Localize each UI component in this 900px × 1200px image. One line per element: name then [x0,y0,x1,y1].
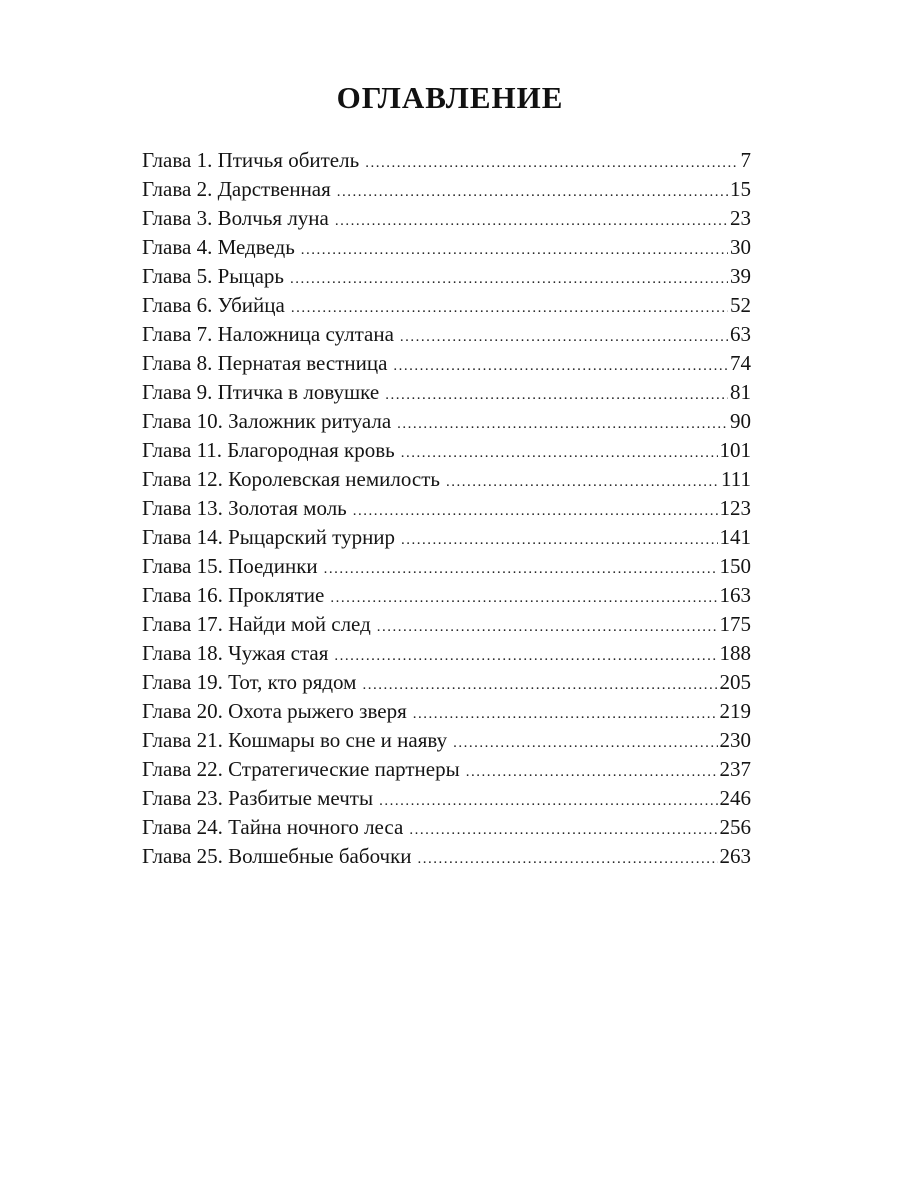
toc-entry [142,581,751,610]
chapter-title: Глава 3. Волчья луна [142,206,329,230]
dot-leader [379,787,717,816]
page-number: 7 [740,148,751,172]
toc-entry [142,465,751,494]
page-number: 230 [719,728,751,752]
chapter-title: Глава 12. Королевская немилость [142,467,440,491]
toc-entry [142,784,751,813]
page-number: 90 [730,409,751,433]
dot-leader [453,729,717,758]
toc-entry [142,523,751,552]
chapter-title: Глава 25. Волшебные бабочки [142,844,412,868]
page-number: 101 [719,438,751,462]
dot-leader [324,555,718,584]
chapter-title: Глава 7. Наложница султана [142,322,394,346]
page-number: 205 [719,670,751,694]
page-number: 188 [719,641,751,665]
page-number: 256 [719,815,751,839]
page-number: 30 [730,235,751,259]
dot-leader [413,700,718,729]
dot-leader [385,381,728,410]
table-of-contents [142,146,751,871]
dot-leader [397,410,728,439]
chapter-title: Глава 8. Пернатая вестница [142,351,388,375]
dot-leader [335,207,728,236]
dot-leader [290,265,728,294]
page-number: 150 [719,554,751,578]
chapter-title: Глава 20. Охота рыжего зверя [142,699,407,723]
chapter-title: Глава 16. Проклятие [142,583,325,607]
page-number: 246 [719,786,751,810]
dot-leader [301,236,728,265]
toc-entry [142,407,751,436]
dot-leader [330,584,717,613]
dot-leader [377,613,718,642]
page-number: 123 [719,496,751,520]
toc-entry [142,494,751,523]
toc-entry [142,697,751,726]
chapter-title: Глава 22. Стратегические партнеры [142,757,460,781]
dot-leader [401,526,717,555]
chapter-title: Глава 5. Рыцарь [142,264,284,288]
chapter-title: Глава 15. Поединки [142,554,318,578]
toc-entry [142,668,751,697]
toc-entry [142,175,751,204]
toc-entry [142,291,751,320]
toc-entry [142,349,751,378]
toc-entry [142,233,751,262]
chapter-title: Глава 2. Дарственная [142,177,331,201]
toc-entry [142,726,751,755]
toc-entry [142,755,751,784]
page-number: 219 [719,699,751,723]
page-number: 111 [721,467,751,491]
page-title: ОГЛАВЛЕНИЕ [336,80,564,115]
toc-entry [142,262,751,291]
chapter-title: Глава 4. Медведь [142,235,295,259]
toc-entry [142,813,751,842]
chapter-title: Глава 19. Тот, кто рядом [142,670,357,694]
toc-entry [142,639,751,668]
dot-leader [353,497,718,526]
page-number: 39 [730,264,751,288]
dot-leader [409,816,717,845]
chapter-title: Глава 21. Кошмары во сне и наяву [142,728,448,752]
chapter-title: Глава 11. Благородная кровь [142,438,395,462]
chapter-title: Глава 24. Тайна ночного леса [142,815,404,839]
chapter-title: Глава 1. Птичья обитель [142,148,360,172]
dot-leader [401,439,718,468]
dot-leader [446,468,719,497]
dot-leader [334,642,717,671]
chapter-title: Глава 10. Заложник ритуала [142,409,392,433]
toc-entry [142,842,751,871]
page-number: 15 [730,177,751,201]
page-number: 141 [719,525,751,549]
page-number: 52 [730,293,751,317]
dot-leader [418,845,718,874]
page-number: 237 [719,757,751,781]
dot-leader [362,671,717,700]
chapter-title: Глава 14. Рыцарский турнир [142,525,396,549]
page-number: 74 [730,351,751,375]
chapter-title: Глава 17. Найди мой след [142,612,371,636]
dot-leader [466,758,718,787]
dot-leader [291,294,728,323]
dot-leader [365,149,738,178]
chapter-title: Глава 13. Золотая моль [142,496,347,520]
toc-entry [142,146,751,175]
page-number: 63 [730,322,751,346]
toc-entry [142,320,751,349]
toc-entry [142,378,751,407]
toc-entry [142,204,751,233]
toc-entry [142,436,751,465]
dot-leader [400,323,728,352]
toc-entry [142,610,751,639]
toc-entry [142,552,751,581]
chapter-title: Глава 6. Убийца [142,293,285,317]
dot-leader [337,178,728,207]
chapter-title: Глава 9. Птичка в ловушке [142,380,380,404]
page-number: 163 [719,583,751,607]
chapter-title: Глава 18. Чужая стая [142,641,329,665]
page-number: 23 [730,206,751,230]
dot-leader [393,352,728,381]
page-number: 81 [730,380,751,404]
chapter-title: Глава 23. Разбитые мечты [142,786,374,810]
page-number: 175 [719,612,751,636]
page-number: 263 [719,844,751,868]
